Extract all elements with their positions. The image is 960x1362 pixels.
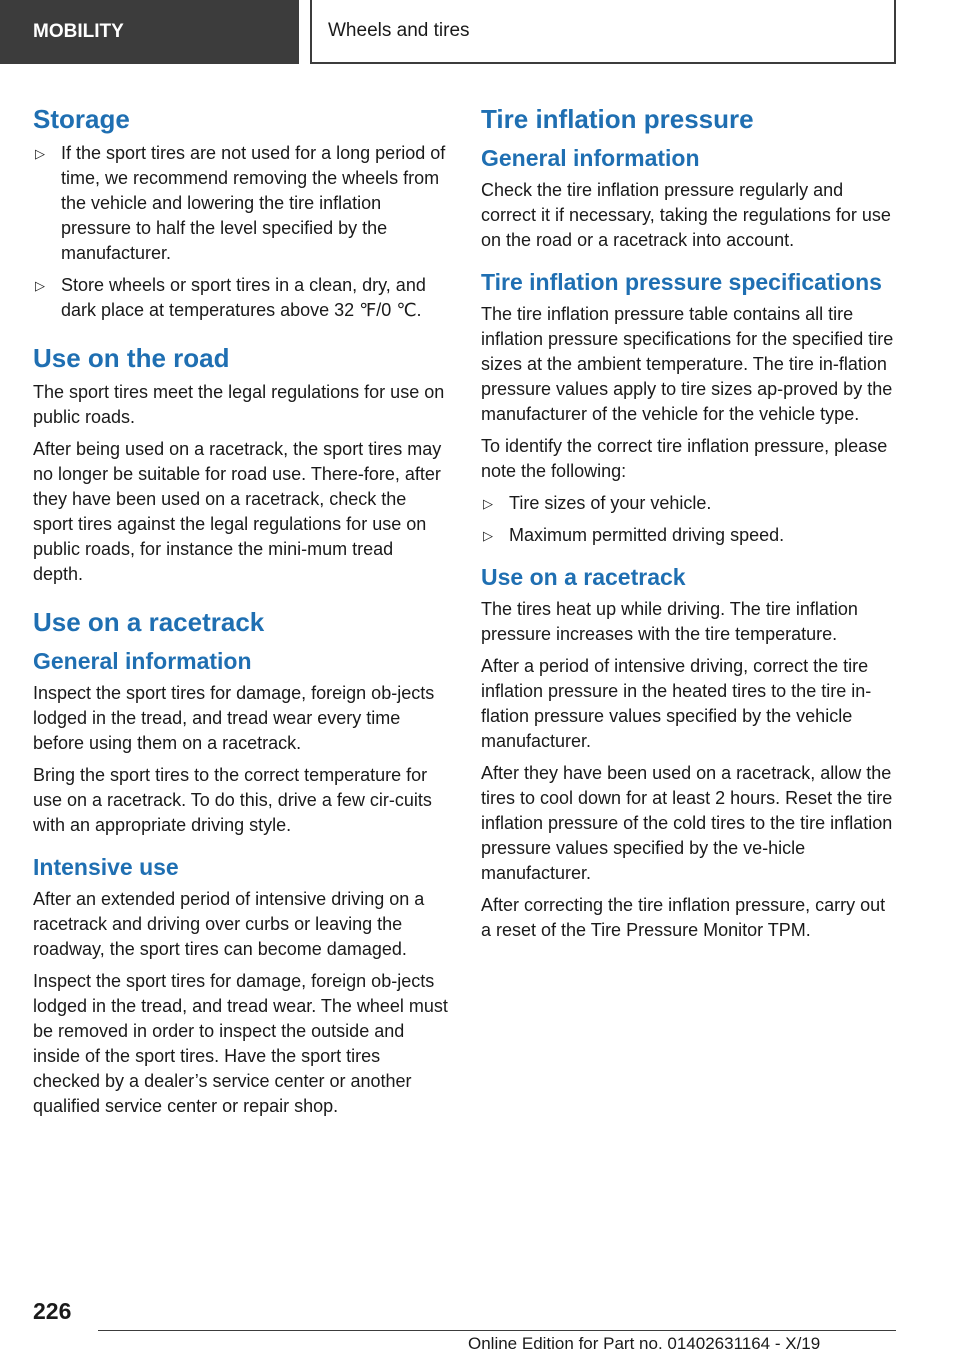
list-item-text: Maximum permitted driving speed. [509, 525, 785, 545]
paragraph: After an extended period of intensive driving on a racetrack and driving over curbs or leaving the roadway, the sport tires can become damaged. [33, 889, 425, 959]
list-item [481, 523, 897, 548]
paragraph: Inspect the sport tires for damage, foreign ob‐jects lodged in the tread, and tread wear every time before using them on a racetrack. [33, 683, 435, 753]
paragraph: To identify the correct tire inflation pressure, please note the following: [481, 436, 888, 481]
paragraph: Bring the sport tires to the correct temperature for use on a racetrack. To do this, drive a few cir‐cuits with an appropriate driving style. [33, 765, 432, 835]
paragraph: Inspect the sport tires for damage, foreign ob‐jects lodged in the tread, and tread wear. The wheel must be removed in order to inspect the outside and inside of the sport tires. Have the sport tires checked by a dealer’s service center or another qualified service center or repair shop. [33, 971, 448, 1116]
subheading-general-information: General information [33, 648, 252, 674]
list-item-text: Tire sizes of your vehicle. [509, 493, 712, 513]
triangle-bullet-icon: ▷ [483, 496, 493, 511]
list-item-text: If the sport tires are not used for a long period of time, we recommend removing the wheels from the vehicle and lowering the tire inflation pressure to half the level specified by the manufacturer. [61, 143, 446, 263]
footer-divider [98, 1330, 896, 1331]
paragraph: After correcting the tire inflation pressure, carry out a reset of the Tire Pressure Monitor TPM. [481, 895, 886, 940]
paragraph: The sport tires meet the legal regulations for use on public roads. [33, 382, 445, 427]
storage-bullet-list [33, 141, 448, 323]
subheading-general-information: General information [481, 145, 700, 171]
subheading-intensive-use: Intensive use [33, 854, 179, 880]
heading-storage: Storage [33, 104, 130, 134]
paragraph: The tire inflation pressure table contains all tire inflation pressure specifications for the specified tire sizes at the ambient temperature. The tire in‐flation pressure values apply to tire sizes ap‐proved by the manufacturer of the vehicle for the vehicle type. [481, 304, 894, 424]
header-section-label: MOBILITY [33, 21, 124, 42]
heading-use-on-road: Use on the road [33, 343, 230, 373]
footer-edition-text: Online Edition for Part no. 01402631164 - X/19 [468, 1334, 821, 1353]
triangle-bullet-icon: ▷ [35, 278, 45, 293]
triangle-bullet-icon: ▷ [483, 528, 493, 543]
list-item [33, 141, 448, 266]
header-section-tab [0, 0, 299, 64]
paragraph: After they have been used on a racetrack, allow the tires to cool down for at least 2 hours. Reset the tire inflation pressure of the cold tires to the tire inflation pressure values specified by the ve‐hicle manufacturer. [481, 763, 893, 883]
left-column [33, 100, 448, 1126]
paragraph: Check the tire inflation pressure regularly and correct it if necessary, taking the regulations for use on the road or a racetrack into account. [481, 180, 891, 250]
triangle-bullet-icon: ▷ [35, 146, 45, 161]
header-chapter-label: Wheels and tires [328, 20, 470, 41]
list-item-text: Store wheels or sport tires in a clean, dry, and dark place at temperatures above 32 ℉/0 ℃. [61, 275, 426, 320]
heading-tire-inflation-pressure: Tire inflation pressure [481, 104, 754, 134]
paragraph: The tires heat up while driving. The tire inflation pressure increases with the tire temperature. [481, 599, 858, 644]
heading-use-on-racetrack: Use on a racetrack [33, 607, 265, 637]
specs-bullet-list [481, 491, 897, 548]
paragraph: After a period of intensive driving, correct the tire inflation pressure in the heated tires to the tire in‐flation pressure values specified by the vehicle manufacturer. [481, 656, 872, 751]
header-chapter-tab [310, 0, 896, 64]
subheading-pressure-specifications: Tire inflation pressure specifications [481, 269, 882, 295]
page-number: 226 [33, 1298, 72, 1324]
subheading-use-on-racetrack: Use on a racetrack [481, 564, 686, 590]
list-item [33, 273, 448, 323]
list-item [481, 491, 897, 516]
paragraph: After being used on a racetrack, the sport tires may no longer be suitable for road use. There‐fore, after they have been used on a racetrack, check the sport tires against the legal regulations for use on public roads, for instance the mini‐mum tread depth. [33, 439, 442, 584]
right-column [481, 100, 897, 950]
